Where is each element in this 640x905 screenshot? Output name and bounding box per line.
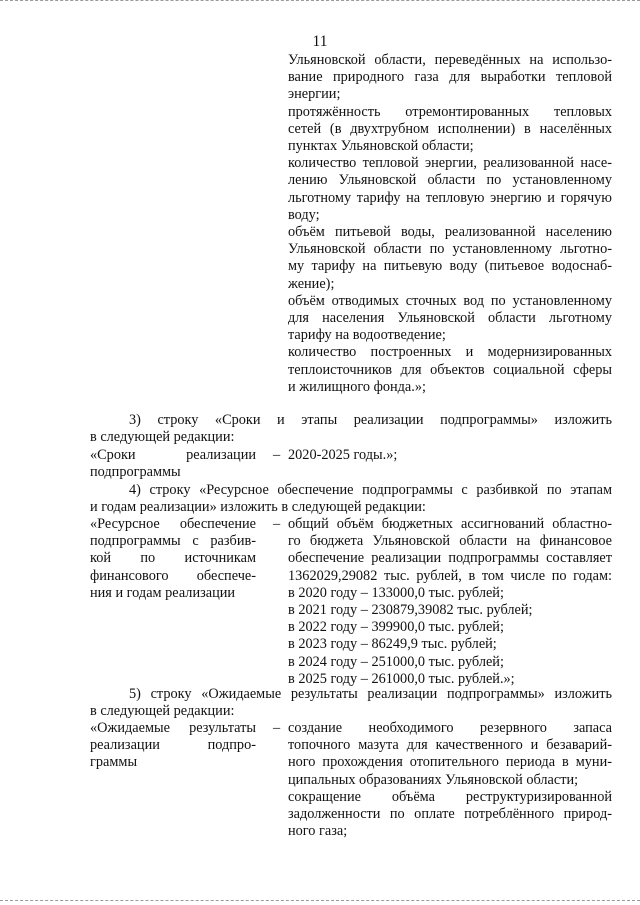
- text-line: сетей (в двухтрубном исполнении) в населённых: [288, 120, 612, 137]
- label-line: подпрограммы с разбив-: [90, 533, 256, 550]
- item-5-line-2: в следующей редакции:: [90, 703, 235, 720]
- text-line: пунктах Ульяновской области;: [288, 138, 474, 155]
- text-line: объём отводимых сточных вод по установленному: [288, 292, 612, 309]
- dash-separator: –: [273, 447, 281, 463]
- text-line: и жилищного фонда.»;: [288, 378, 426, 395]
- item-3-intro: [90, 412, 612, 446]
- text-line: Ульяновской области по установленному льготно-: [288, 241, 612, 258]
- value-line: задолженности по оплате потреблённого природ-: [288, 806, 612, 823]
- text-line: тарифу на водоотведение;: [288, 327, 446, 344]
- item-3-label: [90, 447, 256, 481]
- item-4-line-2: и годам реализации» изложить в следующей редакции:: [90, 499, 426, 516]
- label-line: кой по источникам: [90, 550, 256, 567]
- value-line: в 2022 году – 399900,0 тыс. рублей;: [288, 619, 504, 636]
- text-line: лению Ульяновской области по установленному: [288, 172, 612, 189]
- page-number: 11: [312, 33, 328, 50]
- label-line: «Ресурсное обеспечение: [90, 516, 256, 532]
- value-line: ного газа;: [288, 823, 348, 840]
- value-line: в 2023 году – 86249,9 тыс. рублей;: [288, 636, 497, 653]
- text-line: энергии;: [288, 86, 341, 103]
- item-5-value: [288, 720, 612, 840]
- text-line: протяжённость отремонтированных тепловых: [288, 103, 612, 120]
- label-line: «Сроки реализации: [90, 447, 256, 463]
- value-line: общий объём бюджетных ассигнований областно-: [288, 516, 612, 532]
- value-line: сокращение объёма реструктуризированной: [288, 788, 612, 805]
- value-line: в 2025 году – 261000,0 тыс. рублей.»;: [288, 670, 515, 687]
- text-line: му тарифу на питьевую воду (питьевое водоснаб-: [288, 258, 612, 275]
- item-4-line-1: 4) строку «Ресурсное обеспечение подпрограммы с разбивкой по этапам: [129, 482, 612, 498]
- label-line: граммы: [90, 754, 138, 771]
- item-5-intro: [90, 686, 612, 720]
- text-line: количество тепловой энергии, реализованной насе-: [288, 155, 612, 172]
- scan-border-top: [0, 0, 640, 2]
- value-line: го бюджета Ульяновской области на финансовое: [288, 533, 612, 550]
- text-line: жение);: [288, 275, 335, 292]
- value-line: 2020-2025 годы.»;: [288, 447, 398, 463]
- item-4-value: [288, 516, 612, 688]
- item-4-row: [90, 516, 612, 688]
- item-4-intro: [90, 482, 612, 516]
- value-line: в 2024 году – 251000,0 тыс. рублей;: [288, 653, 504, 670]
- dash-separator: –: [273, 720, 281, 736]
- text-line: теплоисточников для объектов социальной сферы: [288, 361, 612, 378]
- item-5-row: [90, 720, 612, 842]
- label-line: подпрограммы: [90, 464, 181, 481]
- label-line: реализации подпро-: [90, 737, 256, 754]
- text-line: для населения Ульяновской области льготному: [288, 310, 612, 327]
- value-line: в 2020 году – 133000,0 тыс. рублей;: [288, 584, 504, 601]
- label-line: финансового обеспече-: [90, 567, 256, 584]
- item-3-value: [288, 447, 612, 464]
- text-line: льготному тарифу на тепловую энергию и горячую: [288, 189, 612, 206]
- text-line: количество построенных и модернизированных: [288, 344, 612, 361]
- item-5-line-1: 5) строку «Ожидаемые результаты реализации подпрограммы» изложить: [129, 686, 612, 702]
- scan-border-bottom: [0, 900, 640, 902]
- label-line: «Ожидаемые результаты: [90, 720, 256, 736]
- value-line: обеспечение реализации подпрограммы составляет: [288, 550, 612, 567]
- value-line: топочного мазута для качественного и безаварий-: [288, 737, 612, 754]
- value-line: 1362029,29082 тыс. рублей, в том числе по годам:: [288, 567, 612, 584]
- item-3-row: [90, 447, 612, 483]
- text-line: Ульяновской области, переведённых на использо-: [288, 52, 612, 68]
- text-line: вание природного газа для выработки тепловой: [288, 69, 612, 86]
- text-line: объём питьевой воды, реализованной населению: [288, 224, 612, 241]
- text-line: воду;: [288, 206, 320, 223]
- dash-separator: –: [273, 516, 281, 532]
- item-3-line-2: в следующей редакции:: [90, 429, 235, 446]
- item-3-line-1: 3) строку «Сроки и этапы реализации подпрограммы» изложить: [129, 412, 612, 428]
- value-line: ципальных образованиях Ульяновской области;: [288, 771, 579, 788]
- item-5-label: [90, 720, 256, 772]
- item-4-label: [90, 516, 256, 602]
- label-line: ния и годам реализации: [90, 584, 236, 601]
- value-line: создание необходимого резервного запаса: [288, 720, 612, 736]
- continuation-block: [288, 52, 612, 396]
- value-line: ного прохождения отопительного периода в муни-: [288, 754, 612, 771]
- value-line: в 2021 году – 230879,39082 тыс. рублей;: [288, 602, 533, 619]
